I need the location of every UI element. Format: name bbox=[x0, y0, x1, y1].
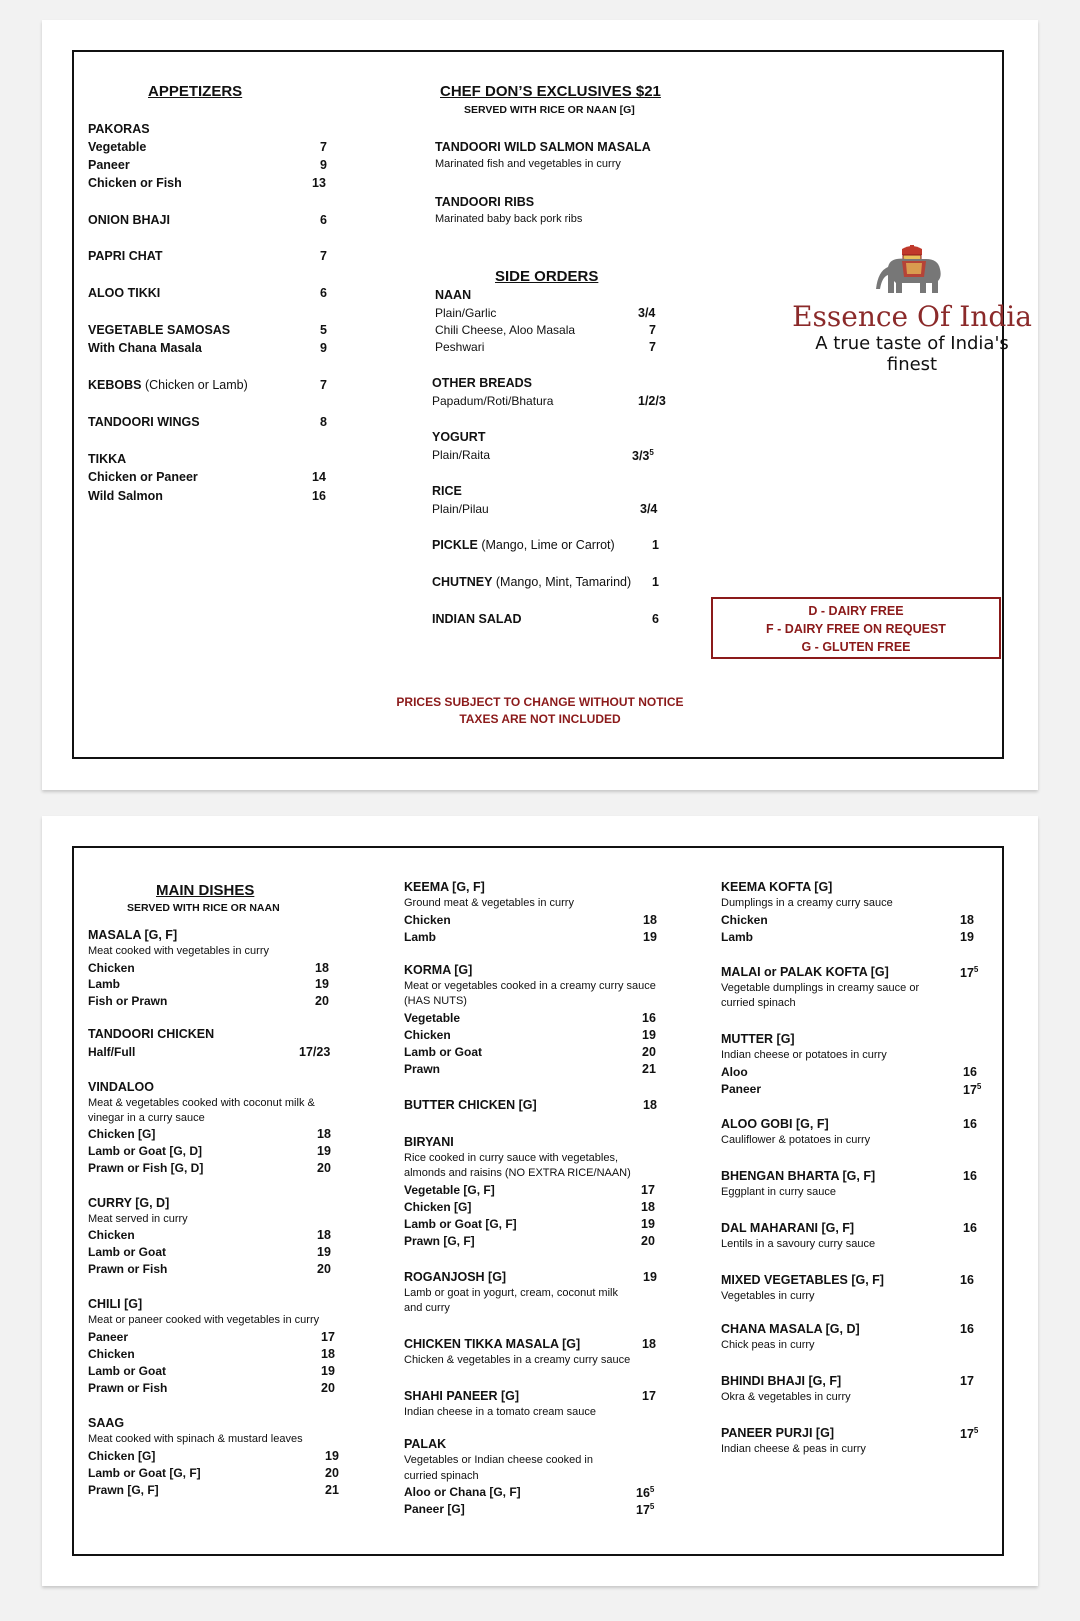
item-tikka: TIKKA bbox=[88, 452, 127, 466]
price: 20 bbox=[321, 1381, 335, 1395]
desc: Vegetables or Indian cheese cooked in bbox=[404, 1454, 593, 1466]
dish-chicken-tikka-masala: CHICKEN TIKKA MASALA [G] bbox=[404, 1337, 581, 1351]
desc: Rice cooked in curry sauce with vegetables, bbox=[404, 1152, 618, 1164]
item-chutney bbox=[432, 575, 631, 589]
dish-malai-kofta: MALAI or PALAK KOFTA [G] bbox=[721, 965, 889, 979]
option: Chicken bbox=[88, 1228, 135, 1242]
price: 9 bbox=[320, 158, 327, 172]
desc: Meat served in curry bbox=[88, 1213, 188, 1225]
price: 18 bbox=[317, 1127, 331, 1141]
price: 17 bbox=[642, 1389, 656, 1403]
desc: Vegetables in curry bbox=[721, 1290, 815, 1302]
item-pickle bbox=[432, 538, 615, 552]
desc: and curry bbox=[404, 1302, 450, 1314]
desc: curried spinach bbox=[721, 997, 796, 1009]
price: 20 bbox=[325, 1466, 339, 1480]
price: 7 bbox=[649, 323, 656, 337]
desc: vinegar in a curry sauce bbox=[88, 1112, 205, 1124]
option: Fish or Prawn bbox=[88, 994, 168, 1008]
item-wings: TANDOORI WINGS bbox=[88, 415, 200, 429]
price: 21 bbox=[325, 1483, 339, 1497]
desc: Chicken & vegetables in a creamy curry sauce bbox=[404, 1354, 631, 1366]
main-dishes-heading: MAIN DISHES bbox=[156, 882, 255, 899]
desc: (HAS NUTS) bbox=[404, 995, 467, 1007]
brand-block bbox=[792, 245, 1032, 375]
superscript: 5 bbox=[649, 1485, 655, 1494]
kebobs-name: KEBOBS bbox=[88, 378, 142, 392]
price: 20 bbox=[641, 1234, 655, 1248]
item-tikka-cp: Chicken or Paneer bbox=[88, 470, 198, 484]
exclusives-heading: CHEF DON’S EXCLUSIVES $21 bbox=[440, 83, 661, 100]
option: Lamb or Goat bbox=[404, 1045, 483, 1059]
price: 20 bbox=[315, 994, 329, 1008]
price: 6 bbox=[652, 612, 659, 626]
item-paneer: Paneer bbox=[88, 158, 130, 172]
item-chana: With Chana Masala bbox=[88, 341, 202, 355]
dish-chili: CHILI [G] bbox=[88, 1297, 143, 1311]
pickle-name: PICKLE bbox=[432, 538, 478, 552]
item-ribs: TANDOORI RIBS bbox=[435, 195, 535, 209]
legend-f: F - DAIRY FREE ON REQUEST bbox=[766, 622, 946, 636]
price: 7 bbox=[649, 340, 656, 354]
dish-keema: KEEMA [G, F] bbox=[404, 880, 485, 894]
price: 16 bbox=[960, 1322, 974, 1336]
price: 5 bbox=[320, 323, 327, 337]
price bbox=[960, 1426, 978, 1441]
price: 19 bbox=[960, 930, 974, 944]
price-value: 3/3 bbox=[632, 449, 650, 464]
desc: Okra & vegetables in curry bbox=[721, 1391, 851, 1403]
price: 19 bbox=[643, 930, 657, 944]
naan-peshwari: Peshwari bbox=[435, 340, 485, 354]
dish-keema-kofta: KEEMA KOFTA [G] bbox=[721, 880, 833, 894]
price: 18 bbox=[641, 1200, 655, 1214]
item-samosas: VEGETABLE SAMOSAS bbox=[88, 323, 231, 337]
price: 16 bbox=[963, 1221, 977, 1235]
side-orders-heading: SIDE ORDERS bbox=[495, 268, 599, 285]
option: Vegetable [G, F] bbox=[404, 1183, 495, 1197]
price: 18 bbox=[642, 1337, 656, 1351]
price: 8 bbox=[320, 415, 327, 429]
desc: Lamb or goat in yogurt, cream, coconut milk bbox=[404, 1287, 618, 1299]
price: 18 bbox=[960, 913, 974, 927]
price: 9 bbox=[320, 341, 327, 355]
desc: Marinated fish and vegetables in curry bbox=[435, 158, 621, 170]
price-value: 17 bbox=[636, 1503, 650, 1518]
price: 17 bbox=[960, 1374, 974, 1388]
desc: Meat or paneer cooked with vegetables in curry bbox=[88, 1314, 320, 1326]
desc: Indian cheese & peas in curry bbox=[721, 1443, 866, 1455]
option: Lamb bbox=[88, 977, 121, 991]
price: 16 bbox=[960, 1273, 974, 1287]
price: 1 bbox=[652, 575, 659, 589]
brand-tagline: A true taste of India's finest bbox=[815, 333, 1009, 375]
price: 19 bbox=[642, 1028, 656, 1042]
item-naan: NAAN bbox=[435, 288, 472, 302]
price: 1/2/3 bbox=[638, 394, 666, 408]
desc: Lentils in a savoury curry sauce bbox=[721, 1238, 876, 1250]
option: Prawn bbox=[404, 1062, 441, 1076]
dish-mixed-vegetables: MIXED VEGETABLES [G, F] bbox=[721, 1273, 884, 1287]
menu-page-1 bbox=[42, 20, 1038, 790]
option: Lamb or Goat [G, F] bbox=[404, 1217, 517, 1231]
price: 6 bbox=[320, 286, 327, 300]
option: Prawn or Fish [G, D] bbox=[88, 1161, 204, 1175]
dish-biryani: BIRYANI bbox=[404, 1135, 454, 1149]
price: 20 bbox=[317, 1262, 331, 1276]
option: Chicken bbox=[404, 1028, 451, 1042]
item-papri-chat: PAPRI CHAT bbox=[88, 249, 163, 263]
dish-curry: CURRY [G, D] bbox=[88, 1196, 170, 1210]
price bbox=[632, 448, 654, 463]
desc: almonds and raisins (NO EXTRA RICE/NAAN) bbox=[404, 1167, 631, 1179]
price: 17 bbox=[321, 1330, 335, 1344]
superscript: 5 bbox=[649, 448, 654, 457]
dish-shahi-paneer: SHAHI PANEER [G] bbox=[404, 1389, 520, 1403]
desc: Meat cooked with vegetables in curry bbox=[88, 945, 269, 957]
price bbox=[636, 1502, 654, 1517]
price bbox=[963, 1082, 981, 1097]
pickle-note: (Mango, Lime or Carrot) bbox=[477, 538, 615, 552]
price: 16 bbox=[312, 489, 326, 503]
option: Prawn or Fish bbox=[88, 1381, 168, 1395]
price: 18 bbox=[643, 1098, 657, 1112]
dish-tandoori: TANDOORI CHICKEN bbox=[88, 1027, 215, 1041]
desc: Eggplant in curry sauce bbox=[721, 1186, 836, 1198]
option: Paneer bbox=[721, 1082, 762, 1096]
option: Aloo bbox=[721, 1065, 748, 1079]
dish-chana-masala: CHANA MASALA [G, D] bbox=[721, 1322, 860, 1336]
option: Half/Full bbox=[88, 1045, 136, 1059]
appetizers-heading: APPETIZERS bbox=[148, 83, 243, 100]
desc: Marinated baby back pork ribs bbox=[435, 213, 583, 225]
item-salmon: TANDOORI WILD SALMON MASALA bbox=[435, 140, 651, 154]
dish-roganjosh: ROGANJOSH [G] bbox=[404, 1270, 507, 1284]
price: 18 bbox=[643, 913, 657, 927]
desc: Meat or vegetables cooked in a creamy curry sauce bbox=[404, 980, 656, 992]
elephant-icon bbox=[872, 245, 952, 295]
exclusives-subheading: SERVED WITH RICE OR NAAN [G] bbox=[464, 104, 635, 116]
price: 16 bbox=[963, 1169, 977, 1183]
price: 19 bbox=[317, 1245, 331, 1259]
dish-mutter: MUTTER [G] bbox=[721, 1032, 795, 1046]
price: 7 bbox=[320, 378, 327, 392]
option: Prawn [G, F] bbox=[404, 1234, 475, 1248]
brand-name: Essence Of India bbox=[792, 300, 1032, 333]
item-onion-bhaji: ONION BHAJI bbox=[88, 213, 170, 227]
dish-bhengan-bharta: BHENGAN BHARTA [G, F] bbox=[721, 1169, 876, 1183]
chutney-name: CHUTNEY bbox=[432, 575, 493, 589]
rice-list: Plain/Pilau bbox=[432, 502, 489, 516]
option: Chicken bbox=[404, 913, 451, 927]
price: 14 bbox=[312, 470, 326, 484]
option: Chicken bbox=[88, 1347, 135, 1361]
item-breads: OTHER BREADS bbox=[432, 376, 533, 390]
option: Prawn [G, F] bbox=[88, 1483, 159, 1497]
option: Lamb bbox=[404, 930, 437, 944]
dish-aloo-gobi: ALOO GOBI [G, F] bbox=[721, 1117, 829, 1131]
option: Chicken bbox=[721, 913, 768, 927]
price: 19 bbox=[317, 1144, 331, 1158]
yogurt-list: Plain/Raita bbox=[432, 448, 491, 462]
item-kebobs bbox=[88, 378, 248, 392]
menu-page-2 bbox=[42, 816, 1038, 1586]
desc: Indian cheese or potatoes in curry bbox=[721, 1049, 887, 1061]
notice-taxes: TAXES ARE NOT INCLUDED bbox=[459, 712, 621, 726]
superscript: 5 bbox=[976, 1082, 982, 1091]
breads-list: Papadum/Roti/Bhatura bbox=[432, 394, 554, 408]
dish-bhindi-bhaji: BHINDI BHAJI [G, F] bbox=[721, 1374, 842, 1388]
superscript: 5 bbox=[973, 1426, 979, 1435]
option: Paneer [G] bbox=[404, 1502, 465, 1516]
main-dishes-subheading: SERVED WITH RICE OR NAAN bbox=[127, 902, 280, 914]
chutney-note: (Mango, Mint, Tamarind) bbox=[492, 575, 632, 589]
price: 6 bbox=[320, 213, 327, 227]
dish-palak: PALAK bbox=[404, 1437, 447, 1451]
price: 18 bbox=[321, 1347, 335, 1361]
desc: Meat & vegetables cooked with coconut milk & bbox=[88, 1097, 315, 1109]
option: Chicken [G] bbox=[88, 1449, 156, 1463]
dish-vindaloo: VINDALOO bbox=[88, 1080, 154, 1094]
price: 1 bbox=[652, 538, 659, 552]
item-vegetable: Vegetable bbox=[88, 140, 147, 154]
dish-paneer-purji: PANEER PURJI [G] bbox=[721, 1426, 834, 1440]
dish-saag: SAAG bbox=[88, 1416, 125, 1430]
price: 19 bbox=[325, 1449, 339, 1463]
price: 18 bbox=[317, 1228, 331, 1242]
price: 13 bbox=[312, 176, 326, 190]
price bbox=[636, 1485, 654, 1500]
dish-masala: MASALA [G, F] bbox=[88, 928, 178, 942]
price: 16 bbox=[963, 1117, 977, 1131]
option: Vegetable bbox=[404, 1011, 461, 1025]
item-yogurt: YOGURT bbox=[432, 430, 486, 444]
price: 7 bbox=[320, 249, 327, 263]
option: Lamb bbox=[721, 930, 754, 944]
desc: Vegetable dumplings in creamy sauce or bbox=[721, 982, 920, 994]
price: 20 bbox=[317, 1161, 331, 1175]
dish-dal-maharani: DAL MAHARANI [G, F] bbox=[721, 1221, 855, 1235]
desc: Meat cooked with spinach & mustard leaves bbox=[88, 1433, 303, 1445]
item-pakoras: PAKORAS bbox=[88, 122, 150, 136]
option: Paneer bbox=[88, 1330, 129, 1344]
price: 19 bbox=[643, 1270, 657, 1284]
price: 3/4 bbox=[640, 502, 658, 516]
item-salad: INDIAN SALAD bbox=[432, 612, 522, 626]
price: 16 bbox=[963, 1065, 977, 1079]
superscript: 5 bbox=[649, 1502, 655, 1511]
price: 19 bbox=[321, 1364, 335, 1378]
option: Lamb or Goat bbox=[88, 1245, 167, 1259]
diet-legend bbox=[711, 597, 1001, 659]
option: Lamb or Goat [G, F] bbox=[88, 1466, 201, 1480]
desc: Ground meat & vegetables in curry bbox=[404, 897, 574, 909]
price-value: 17 bbox=[963, 1083, 977, 1098]
option: Lamb or Goat [G, D] bbox=[88, 1144, 202, 1158]
price: 16 bbox=[642, 1011, 656, 1025]
price: 7 bbox=[320, 140, 327, 154]
price: 17 bbox=[641, 1183, 655, 1197]
price: 18 bbox=[315, 961, 329, 975]
kebobs-note: (Chicken or Lamb) bbox=[141, 378, 248, 392]
desc: Dumplings in a creamy curry sauce bbox=[721, 897, 893, 909]
legend-d: D - DAIRY FREE bbox=[808, 604, 904, 618]
item-rice: RICE bbox=[432, 484, 462, 498]
price: 3/4 bbox=[638, 306, 656, 320]
dish-butter-chicken: BUTTER CHICKEN [G] bbox=[404, 1098, 537, 1112]
naan-plain: Plain/Garlic bbox=[435, 306, 497, 320]
item-tikka-ws: Wild Salmon bbox=[88, 489, 163, 503]
desc: Cauliflower & potatoes in curry bbox=[721, 1134, 871, 1146]
dish-korma: KORMA [G] bbox=[404, 963, 473, 977]
price: 19 bbox=[641, 1217, 655, 1231]
superscript: 5 bbox=[973, 965, 979, 974]
option: Chicken [G] bbox=[88, 1127, 156, 1141]
desc: curried spinach bbox=[404, 1470, 479, 1482]
option: Prawn or Fish bbox=[88, 1262, 168, 1276]
item-chicken-fish: Chicken or Fish bbox=[88, 176, 182, 190]
option: Chicken bbox=[88, 961, 135, 975]
price-value: 17 bbox=[960, 1427, 974, 1442]
item-aloo-tikki: ALOO TIKKI bbox=[88, 286, 161, 300]
price: 17/23 bbox=[299, 1045, 331, 1059]
price: 20 bbox=[642, 1045, 656, 1059]
price-value: 17 bbox=[960, 966, 974, 981]
price: 19 bbox=[315, 977, 329, 991]
legend-g: G - GLUTEN FREE bbox=[801, 640, 911, 654]
price bbox=[960, 965, 978, 980]
option: Aloo or Chana [G, F] bbox=[404, 1485, 521, 1499]
desc: Indian cheese in a tomato cream sauce bbox=[404, 1406, 597, 1418]
desc: Chick peas in curry bbox=[721, 1339, 815, 1351]
price: 21 bbox=[642, 1062, 656, 1076]
price-value: 16 bbox=[636, 1486, 650, 1501]
option: Lamb or Goat bbox=[88, 1364, 167, 1378]
notice-prices: PRICES SUBJECT TO CHANGE WITHOUT NOTICE bbox=[396, 695, 684, 709]
naan-chili: Chili Cheese, Aloo Masala bbox=[435, 323, 576, 337]
option: Chicken [G] bbox=[404, 1200, 472, 1214]
